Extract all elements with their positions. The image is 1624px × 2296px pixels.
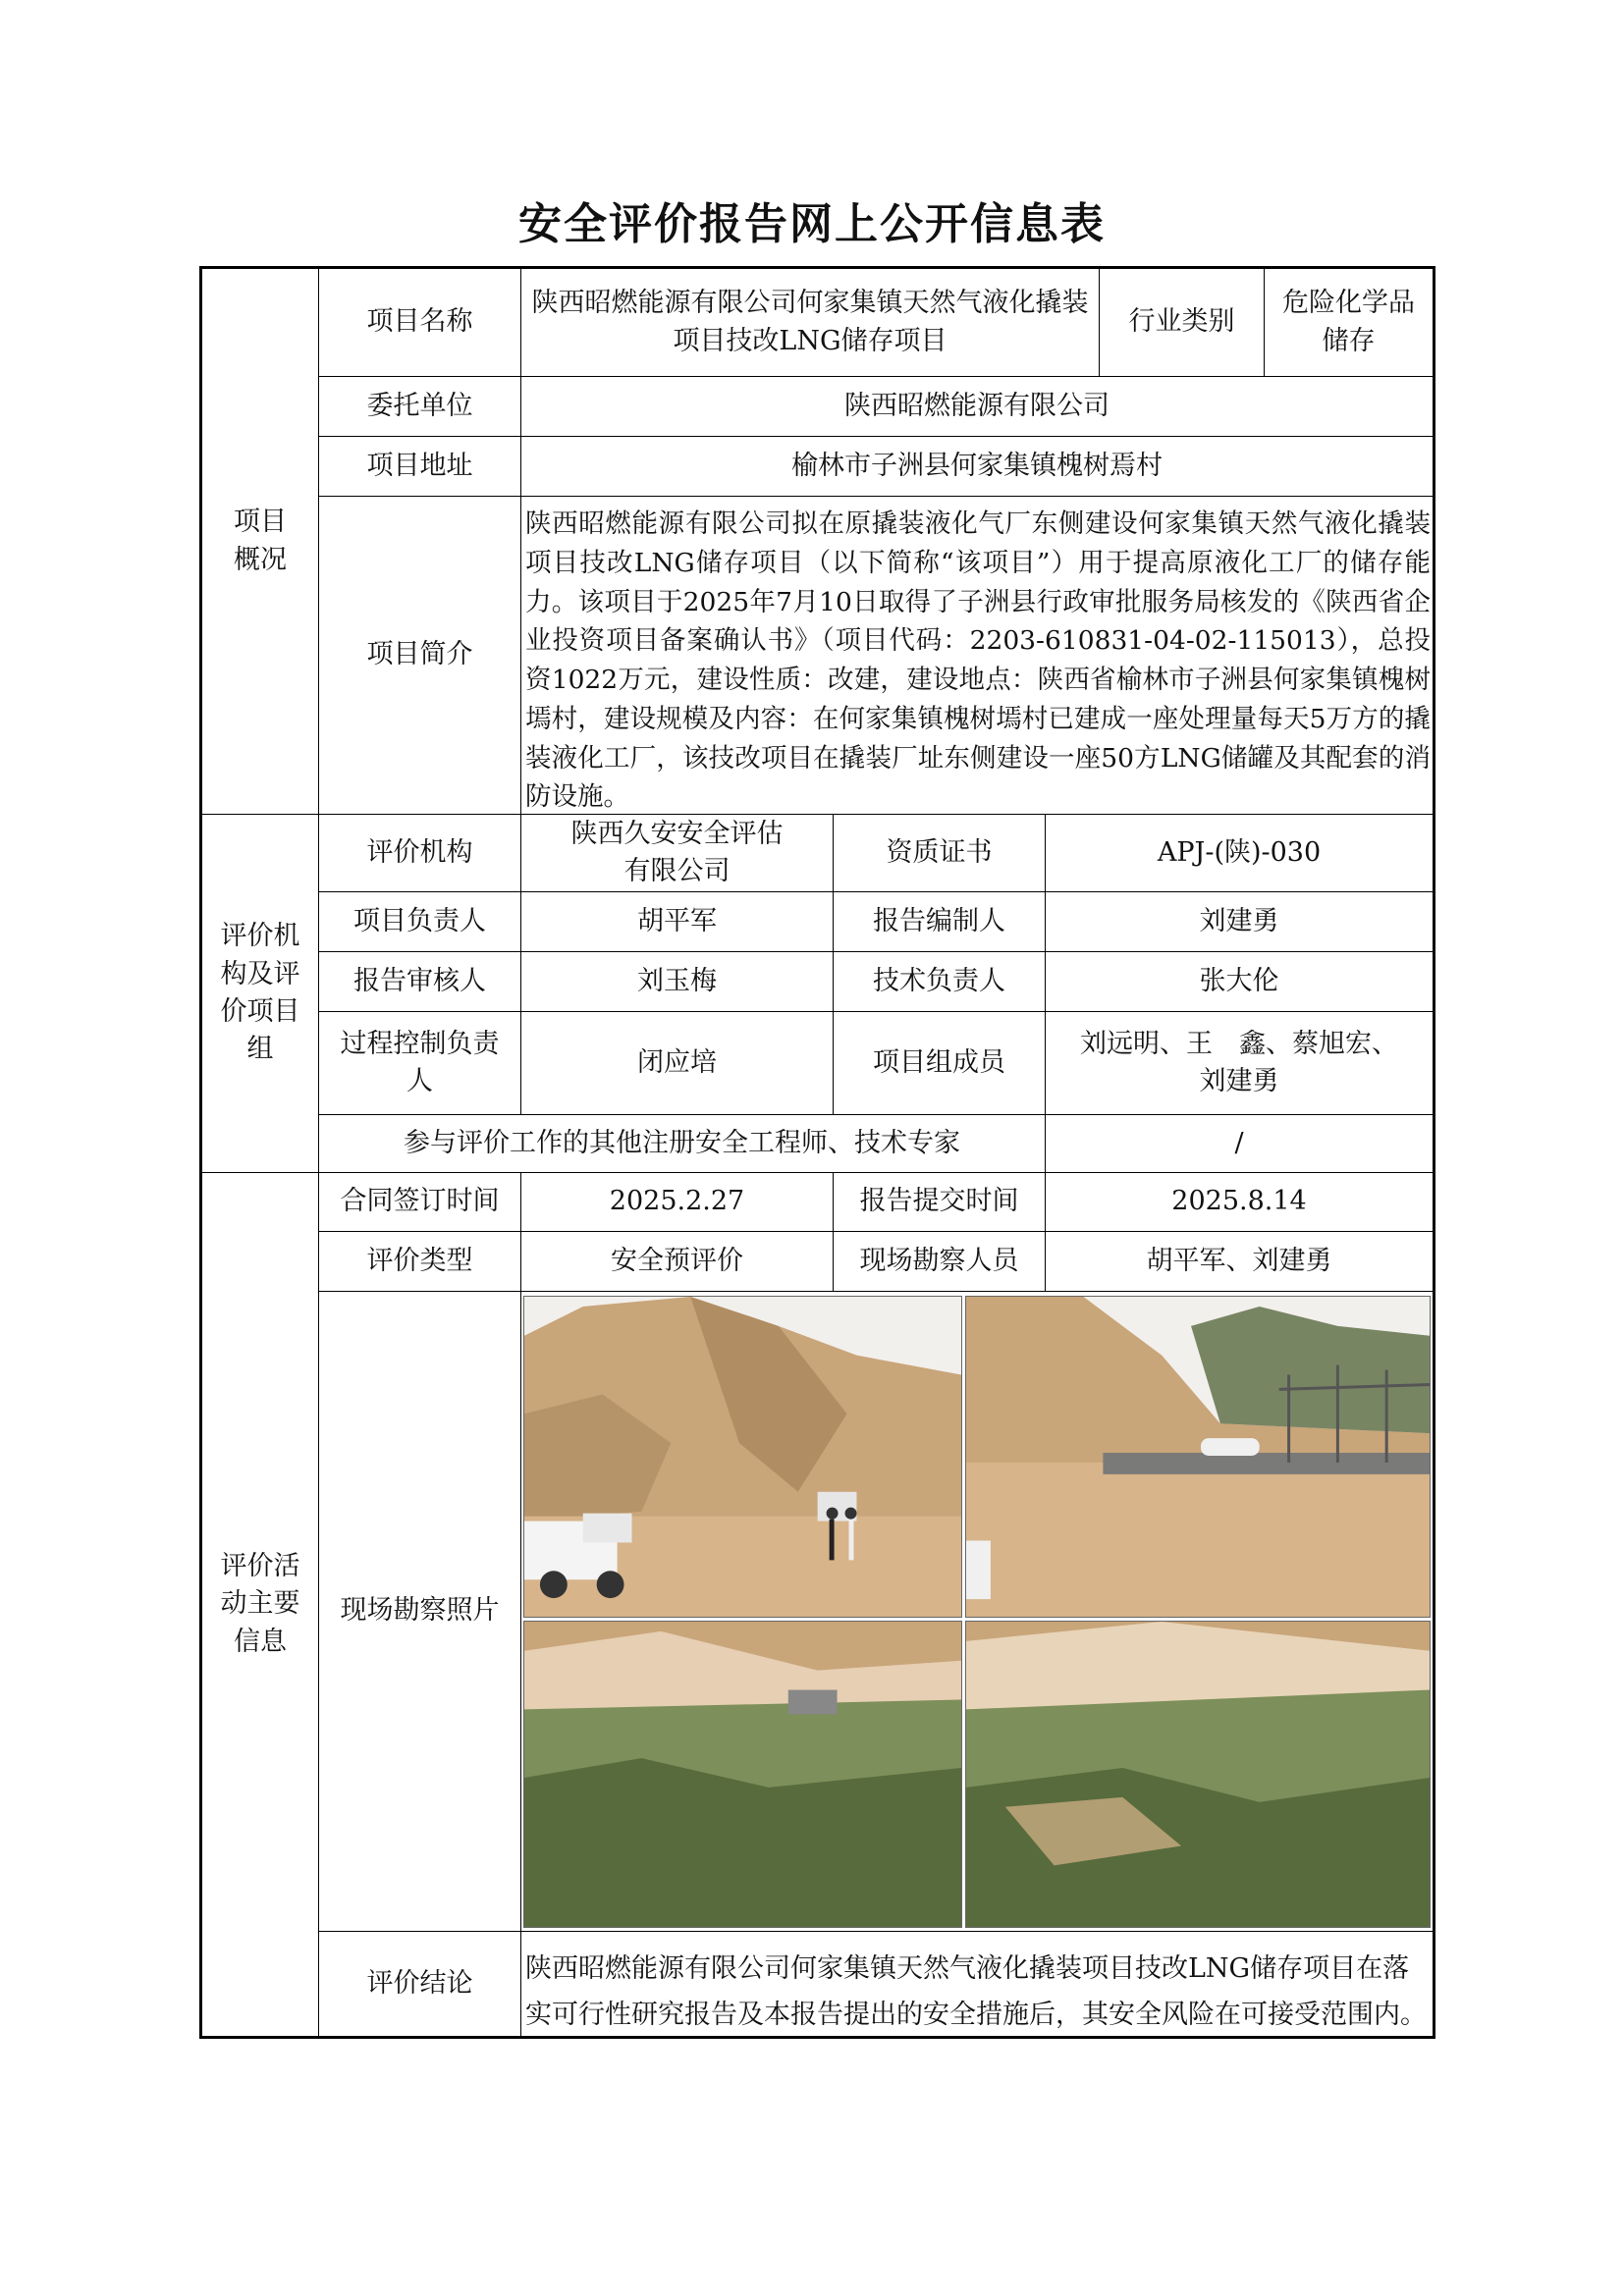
intro-label: 项目简介	[319, 497, 521, 815]
cert-value: APJ-(陕)-030	[1046, 815, 1433, 892]
address-value: 榆林市子洲县何家集镇槐树焉村	[521, 437, 1433, 497]
submit-value: 2025.8.14	[1046, 1173, 1433, 1232]
leader-label: 项目负责人	[319, 892, 521, 952]
org-value: 陕西久安安全评估有限公司	[521, 815, 834, 892]
writer-value: 刘建勇	[1046, 892, 1433, 952]
section-team-label: 评价机 构及评 价项目 组	[202, 815, 319, 1173]
client-value: 陕西昭燃能源有限公司	[521, 377, 1433, 437]
industry-label: 行业类别	[1100, 269, 1265, 377]
type-value: 安全预评价	[521, 1232, 834, 1292]
conclusion-label: 评价结论	[319, 1932, 521, 2036]
others-value: /	[1046, 1115, 1433, 1173]
document-title: 安全评价报告网上公开信息表	[518, 199, 1106, 249]
cert-label: 资质证书	[834, 815, 1046, 892]
section-overview-label: 项目 概况	[202, 269, 319, 815]
tech-value: 张大伦	[1046, 952, 1433, 1012]
section-activity-label: 评价活 动主要 信息	[202, 1173, 319, 2036]
project-name-label: 项目名称	[319, 269, 521, 377]
process-label: 过程控制负责人	[319, 1012, 521, 1115]
address-label: 项目地址	[319, 437, 521, 497]
site-photo-4	[965, 1621, 1431, 1928]
reviewer-value: 刘玉梅	[521, 952, 834, 1012]
members-label: 项目组成员	[834, 1012, 1046, 1115]
tech-label: 技术负责人	[834, 952, 1046, 1012]
submit-label: 报告提交时间	[834, 1173, 1046, 1232]
site-photo-1	[523, 1296, 962, 1618]
leader-value: 胡平军	[521, 892, 834, 952]
members-value: 刘远明、王 鑫、蔡旭宏、刘建勇	[1046, 1012, 1433, 1115]
conclusion-value: 陕西昭燃能源有限公司何家集镇天然气液化撬装项目技改LNG储存项目在落实可行性研究报告及本报告提出的安全措施后，其安全风险在可接受范围内。	[525, 1953, 1427, 2031]
photos-label: 现场勘察照片	[319, 1292, 521, 1932]
process-value: 闭应培	[521, 1012, 834, 1115]
industry-value: 危险化学品储存	[1265, 269, 1433, 377]
site-photo-2	[965, 1296, 1431, 1618]
site-photo-3	[523, 1621, 962, 1928]
survey-label: 现场勘察人员	[834, 1232, 1046, 1292]
client-label: 委托单位	[319, 377, 521, 437]
survey-value: 胡平军、刘建勇	[1046, 1232, 1433, 1292]
org-label: 评价机构	[319, 815, 521, 892]
intro-value: 陕西昭燃能源有限公司拟在原撬装液化气厂东侧建设何家集镇天然气液化撬装项目技改LNG储存项目（以下简称“该项目”）用于提高原液化工厂的储存能力。该项目于2025年7月10日取得了子洲县行政审批服务局核发的《陕西省企业投资项目备案确认书》（项目代码：2203-610831-04-02-115013），总投资1022万元，建设性质：改建，建设地点：陕西省榆林市子洲县何家集镇槐树墕村，建设规模及内容：在何家集镇槐树墕村已建成一座处理量每天5万方的撬装液化工厂，该技改项目在撬装厂址东侧建设一座50方LNG储罐及其配套的消防设施。	[521, 497, 1433, 815]
writer-label: 报告编制人	[834, 892, 1046, 952]
project-name-value: 陕西昭燃能源有限公司何家集镇天然气液化撬装项目技改LNG储存项目	[521, 269, 1100, 377]
reviewer-label: 报告审核人	[319, 952, 521, 1012]
contract-label: 合同签订时间	[319, 1173, 521, 1232]
others-label: 参与评价工作的其他注册安全工程师、技术专家	[319, 1115, 1046, 1173]
type-label: 评价类型	[319, 1232, 521, 1292]
contract-value: 2025.2.27	[521, 1173, 834, 1232]
info-table	[199, 266, 1435, 2039]
